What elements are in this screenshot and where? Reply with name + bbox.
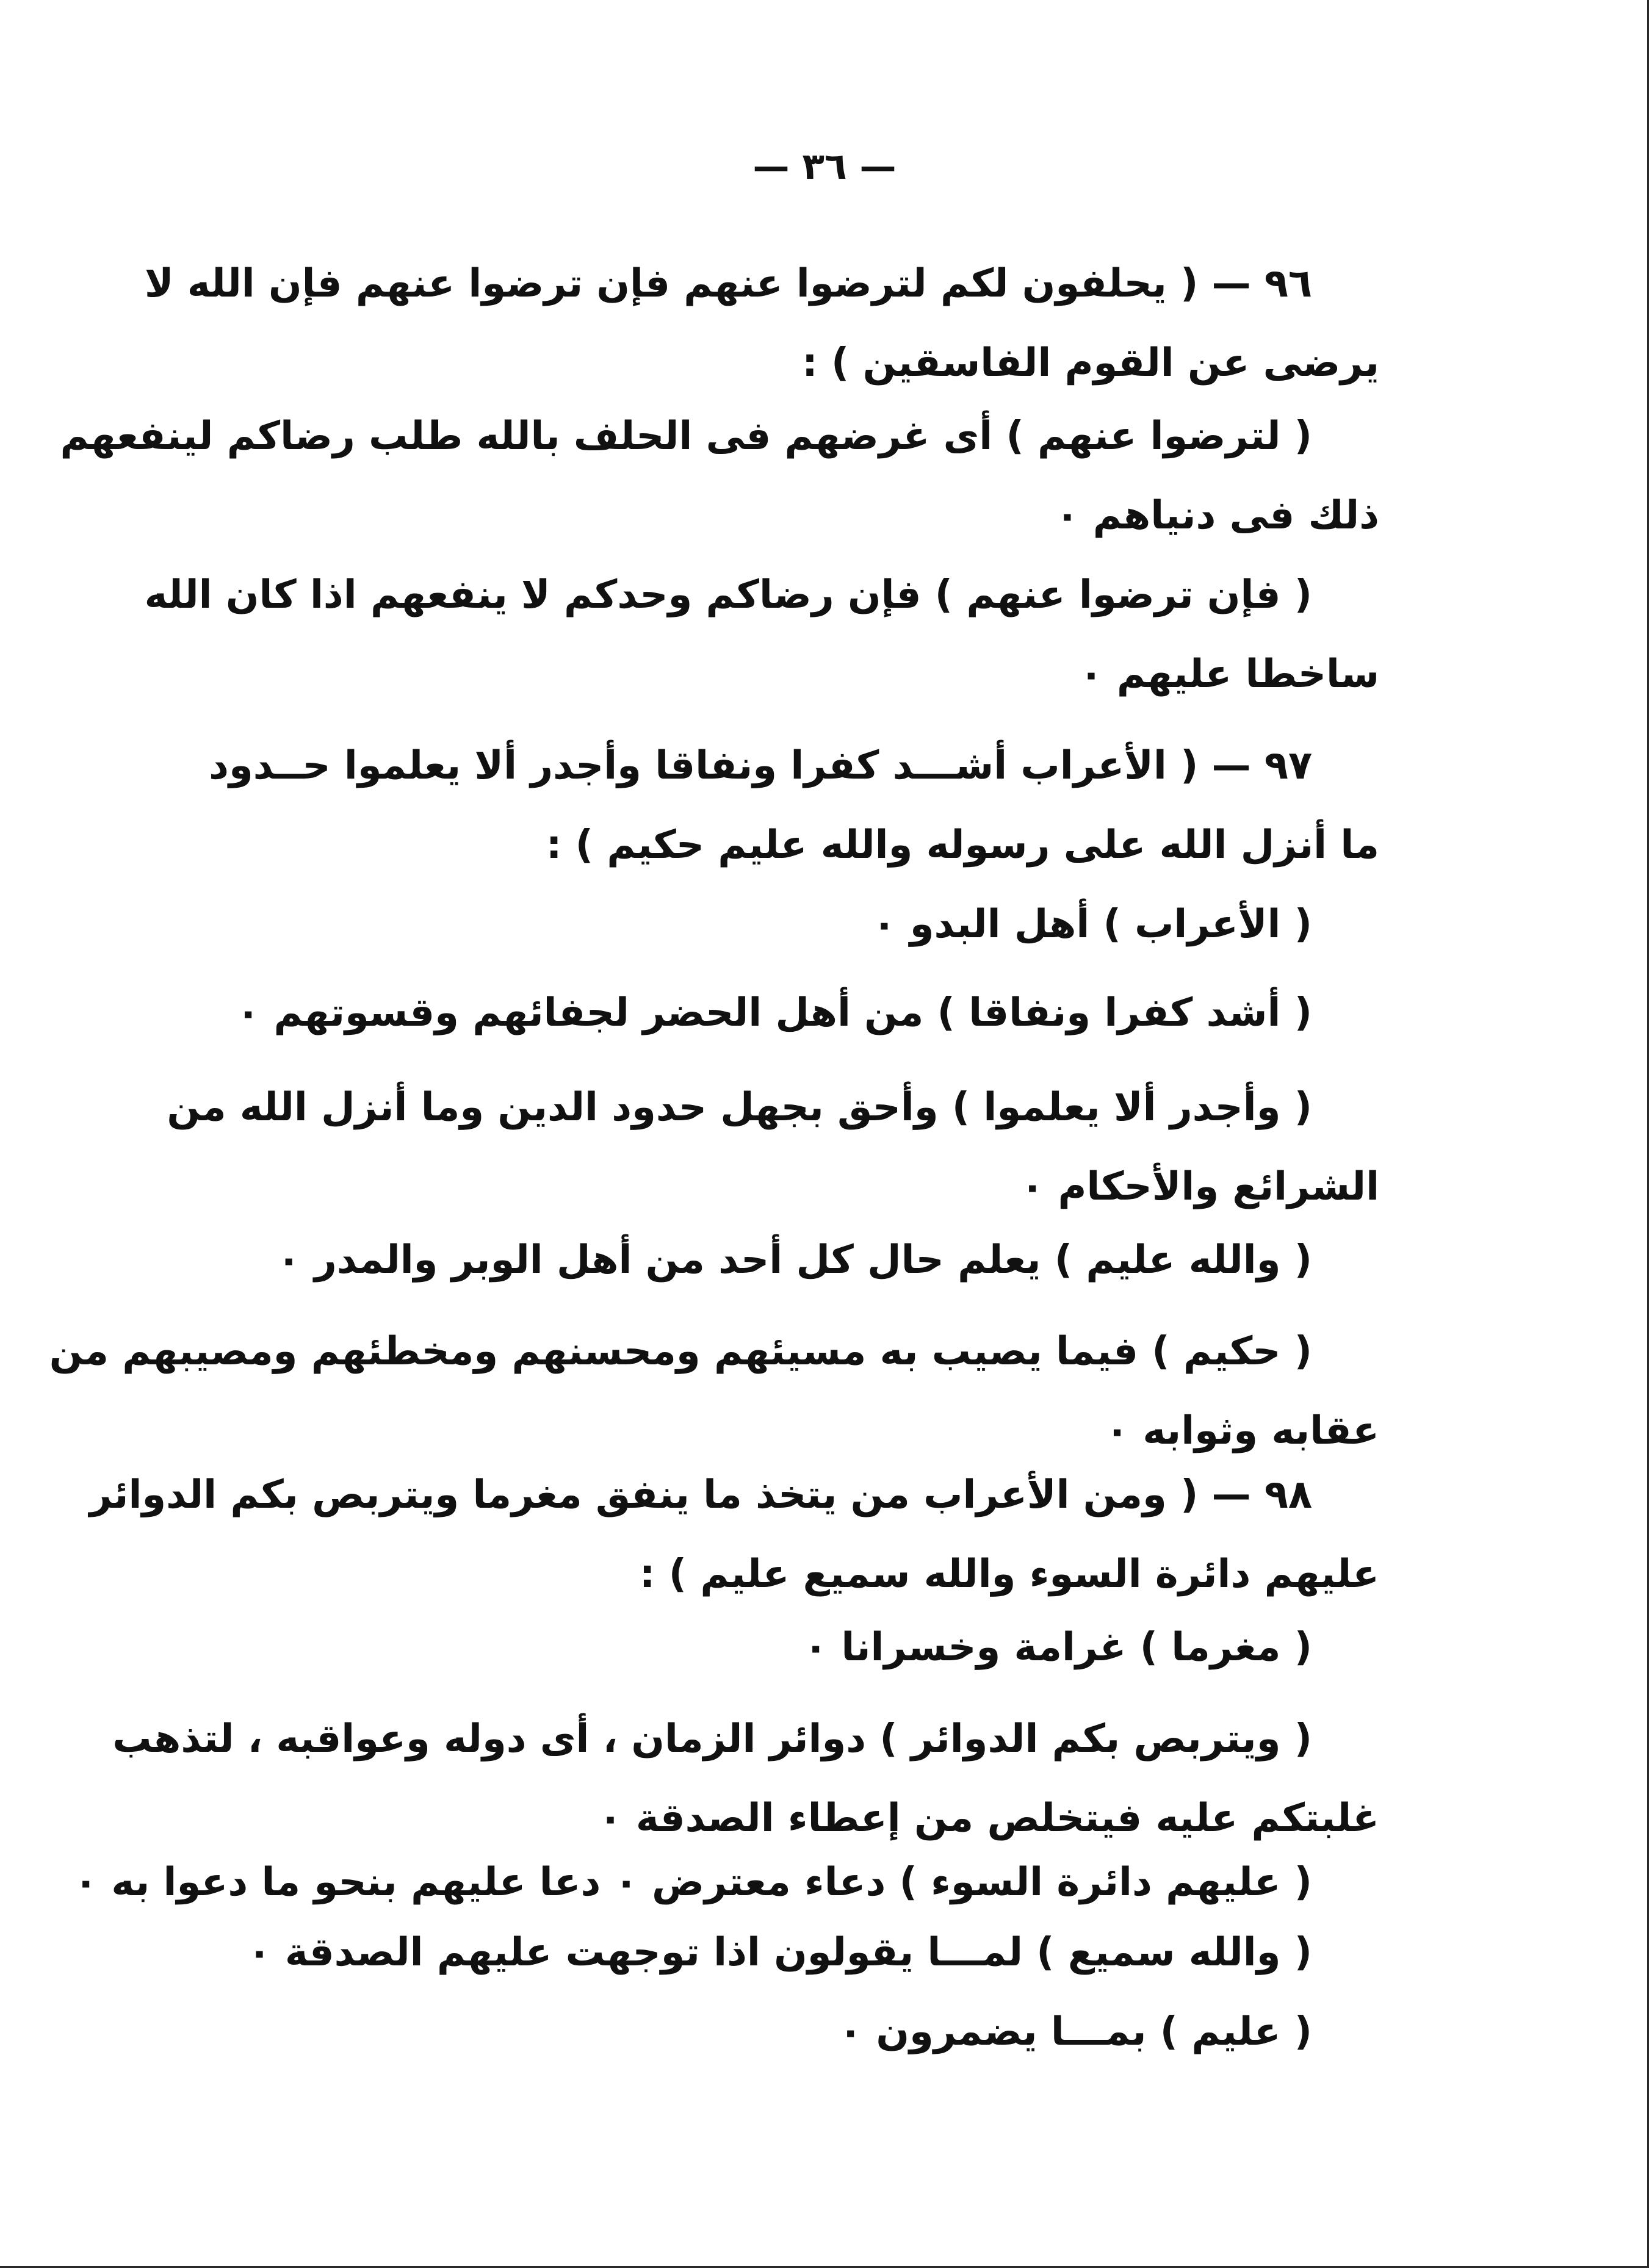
commentary-paragraph — [49, 1312, 1379, 1471]
commentary-paragraph — [74, 1843, 1379, 1922]
paragraph-line: يرضى عن القوم الفاسقين ) : — [802, 340, 1379, 386]
commentary-paragraph — [220, 1608, 1379, 1687]
paragraph-line: ( فإن ترضوا عنهم ) فإن رضاكم وحدكم لا ينفعهم اذا كان الله — [144, 572, 1312, 617]
paragraph-line: ( عليهم دائرة السوء ) دعاء معترض ٠ دعا عليهم بنحو ما دعوا به ٠ — [74, 1860, 1312, 1905]
paragraph-line: ٩٧ — ( الأعراب أشـــد كفرا ونفاقا وأجدر ألا يعلموا حــدود — [209, 743, 1312, 788]
paragraph-line: ( أشد كفرا ونفاقا ) من أهل الحضر لجفائهم وقسوتهم ٠ — [236, 990, 1312, 1035]
paragraph-line: ذلك فى دنياهم ٠ — [1055, 493, 1379, 538]
paragraph-line: ( والله عليم ) يعلم حال كل أحد من أهل الوبر والمدر ٠ — [276, 1237, 1312, 1283]
commentary-paragraph — [220, 1220, 1379, 1300]
paragraph-line: ( وأجدر ألا يعلموا ) وأحق بجهل حدود الدين وما أنزل الله من — [167, 1085, 1312, 1130]
commentary-paragraph — [167, 1068, 1379, 1226]
commentary-paragraph — [112, 1699, 1379, 1858]
paragraph-line: ( حكيم ) فيما يصيب به مسيئهم ومحسنهم ومخطئهم ومصيبهم من — [49, 1329, 1312, 1374]
verse-97 — [209, 726, 1379, 885]
paragraph-line: ( مغرما ) غرامة وخسرانا ٠ — [804, 1625, 1312, 1670]
paragraph-line: ساخطا عليهم ٠ — [1079, 652, 1379, 697]
paragraph-line: ( الأعراب ) أهل البدو ٠ — [872, 902, 1312, 947]
commentary-paragraph — [144, 555, 1379, 714]
paragraph-line: الشرائع والأحكام ٠ — [1020, 1164, 1379, 1209]
paragraph-line: ٩٦ — ( يحلفون لكم لترضوا عنهم فإن ترضوا عنهم فإن الله لا — [144, 261, 1312, 306]
paragraph-line: ( عليم ) بمـــا يضمرون ٠ — [839, 2009, 1312, 2054]
paragraph-line: ما أنزل الله على رسوله والله عليم حكيم ) : — [546, 823, 1379, 868]
commentary-paragraph — [60, 397, 1379, 555]
verse-98 — [89, 1455, 1379, 1614]
paragraph-line: عليهم دائرة السوء والله سميع عليم ) : — [639, 1552, 1379, 1597]
commentary-paragraph — [220, 973, 1379, 1053]
paragraph-line: ( ويتربص بكم الدوائر ) دوائر الزمان ، أى دوله وعواقبه ، لتذهب — [112, 1716, 1312, 1762]
paragraph-line: ( لترضوا عنهم ) أى غرضهم فى الحلف بالله طلب رضاكم لينفعهم — [60, 414, 1312, 459]
verse-96 — [144, 244, 1379, 403]
paragraph-line: ( والله سميع ) لمـــا يقولون اذا توجهت عليهم الصدقة ٠ — [247, 1930, 1312, 1975]
page-number: — ٣٦ — — [752, 145, 897, 188]
paragraph-line: ٩٨ — ( ومن الأعراب من يتخذ ما ينفق مغرما ويتربص بكم الدوائر — [89, 1472, 1312, 1517]
paragraph-line: غلبتكم عليه فيتخلص من إعطاء الصدقة ٠ — [598, 1796, 1379, 1841]
commentary-paragraph — [220, 1913, 1379, 1992]
commentary-paragraph — [220, 885, 1379, 964]
commentary-paragraph — [220, 1992, 1379, 2072]
paragraph-line: عقابه وثوابه ٠ — [1105, 1408, 1379, 1453]
